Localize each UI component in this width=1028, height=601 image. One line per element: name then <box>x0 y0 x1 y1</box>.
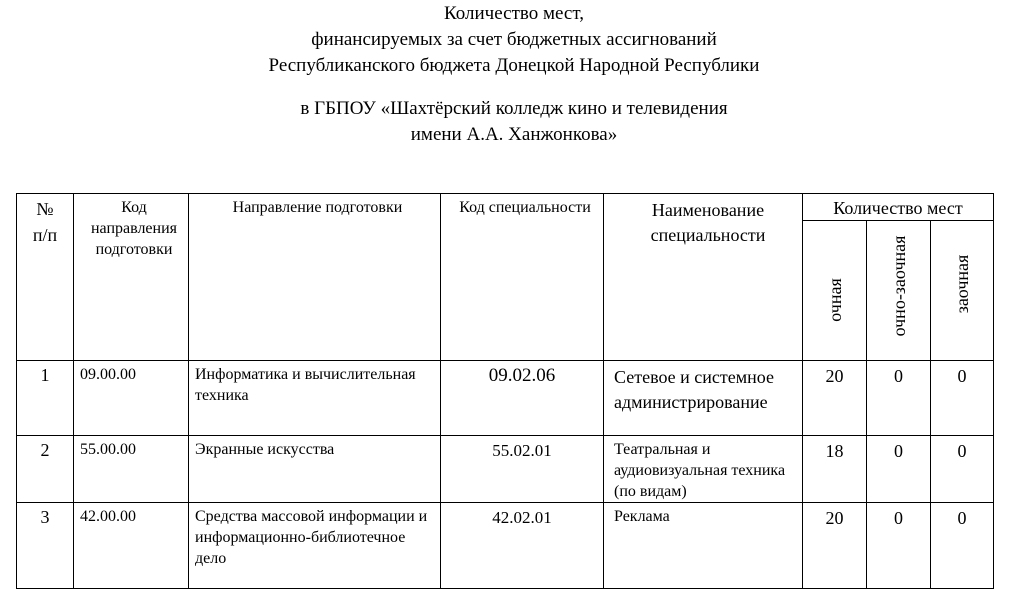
table-row <box>17 503 994 589</box>
row-direction: Экранные искусства <box>189 436 441 503</box>
title-line-3: Республиканского бюджета Донецкой Народной Республики <box>268 55 760 76</box>
header-direction-code: Код направления подготовки <box>74 194 189 361</box>
row-num: 2 <box>17 436 74 503</box>
row-specialty-code: 55.02.01 <box>441 436 604 503</box>
title-line-5: имени А.А. Ханжонкова» <box>410 124 618 145</box>
title-line-1: Количество мест, <box>444 3 584 24</box>
header-num-line2: п/п <box>32 225 58 245</box>
row-direction-code: 55.00.00 <box>74 436 189 503</box>
row-direction: Информатика и вычислительная техника <box>189 361 441 436</box>
places-table <box>16 193 994 589</box>
row-full-time: 18 <box>803 436 867 503</box>
row-direction-code: 42.00.00 <box>74 503 189 589</box>
document-title <box>0 1 1028 148</box>
header-full-time <box>803 221 867 361</box>
header-specialty-name: Наименование специальности <box>604 194 803 361</box>
title-gap <box>0 79 1028 96</box>
table-row <box>17 436 994 503</box>
title-line-2: финансируемых за счет бюджетных ассигнований <box>311 29 717 50</box>
row-extramural: 0 <box>931 361 994 436</box>
row-part-time: 0 <box>867 361 931 436</box>
header-specialty-code: Код специальности <box>441 194 604 361</box>
row-specialty-name: Театральная и аудиовизуальная техника (по видам) <box>604 436 803 503</box>
row-extramural: 0 <box>931 436 994 503</box>
row-full-time: 20 <box>803 361 867 436</box>
row-specialty-name: Реклама <box>604 503 803 589</box>
header-part-time-label: очно-заочная <box>888 235 909 337</box>
header-extramural-label: заочная <box>952 254 972 313</box>
header-direction: Направление подготовки <box>189 194 441 361</box>
row-part-time: 0 <box>867 436 931 503</box>
row-part-time: 0 <box>867 503 931 589</box>
row-num: 3 <box>17 503 74 589</box>
row-extramural: 0 <box>931 503 994 589</box>
row-direction-code: 09.00.00 <box>74 361 189 436</box>
row-specialty-name: Сетевое и системное администрирование <box>604 361 803 436</box>
header-num-line1: № <box>36 199 54 219</box>
header-extramural <box>931 221 994 361</box>
header-full-time-label: очная <box>824 278 845 322</box>
row-direction: Средства массовой информации и информационно-библиотечное дело <box>189 503 441 589</box>
header-places: Количество мест <box>803 194 994 221</box>
table-row <box>17 361 994 436</box>
row-full-time: 20 <box>803 503 867 589</box>
header-num <box>17 194 74 361</box>
header-row-1 <box>17 194 994 221</box>
header-part-time <box>867 221 931 361</box>
row-specialty-code: 09.02.06 <box>441 361 604 436</box>
row-num: 1 <box>17 361 74 436</box>
row-specialty-code: 42.02.01 <box>441 503 604 589</box>
title-line-4: в ГБПОУ «Шахтёрский колледж кино и телевидения <box>300 98 728 119</box>
